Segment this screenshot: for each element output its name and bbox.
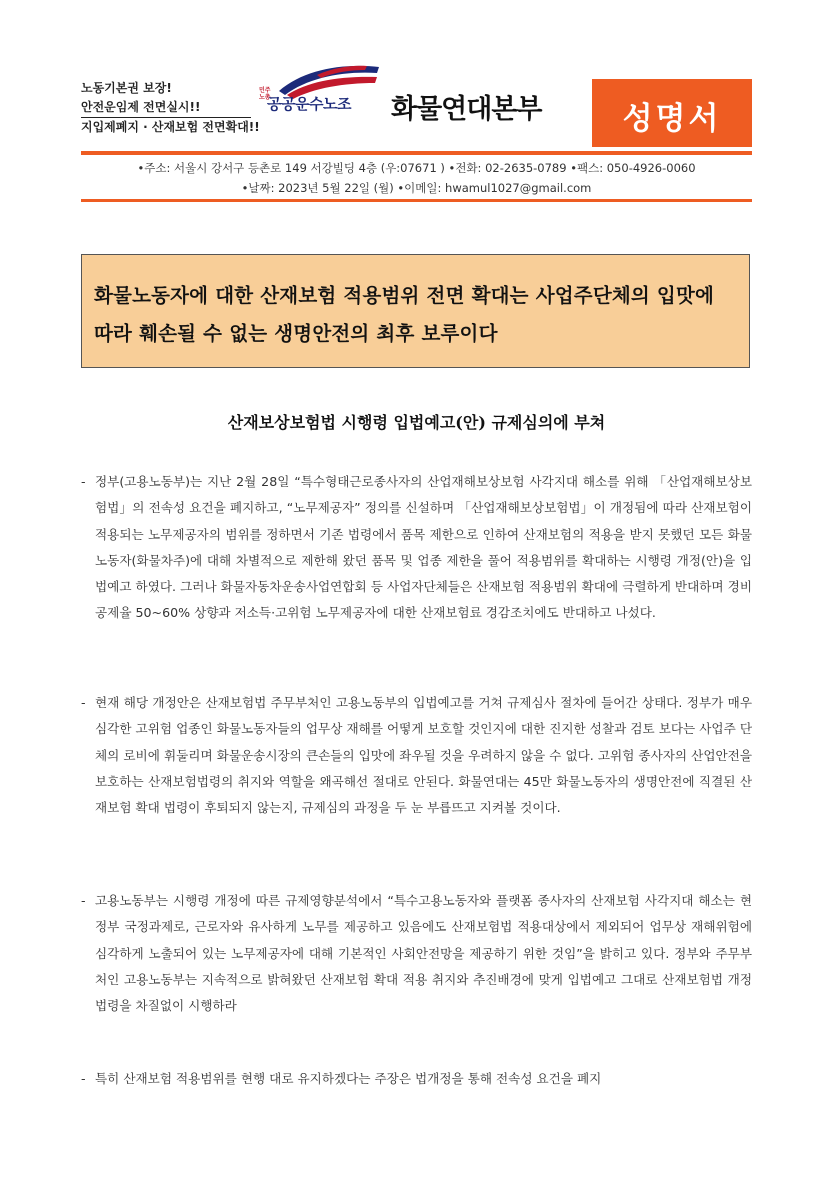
slogan-line: 안전운임제 전면실시!! [81, 100, 201, 114]
union-name: 공공운수노조 [267, 95, 351, 113]
top-divider [81, 151, 752, 155]
paragraph-text: 정부(고용노동부)는 지난 2월 28일 “특수형태근로종사자의 산업재해보상보험 사각지대 해소를 위해 「산업재해보상보험법」의 전속성 요건을 폐지하고, “노무제공자” 정의를 신설하며 「산업재해보상보험법」이 개정됨에 따라 산재보험이 적용되는 노무제공자의 범위를 정하면서 기존 법령에서 품목 제한으로 인하여 산재보험의 적용을 받지 못했던 모든 화물노동자(화물차주)에 대해 차별적으로 제한해 왔던 품목 및 업종 제한을 풀어 적용범위를 확대하는 시행령 개정(안)을 입법예고 하였다. 그러나 화물자동차운송사업연합회 등 사업자단체들은 산재보험 적용범위 확대에 극렬하게 반대하며 경비공제율 50~60% 상향과 저소득·고위험 노무제공자에 대한 산재보험료 경감조치에도 반대하고 나섰다. [95, 474, 752, 621]
slogan-block [81, 79, 260, 147]
headline: 화물노동자에 대한 산재보험 적용범위 전면 확대는 사업주단체의 입맛에 따라 훼손될 수 없는 생명안전의 최후 보루이다 [94, 284, 715, 345]
bullet-dash: - [81, 695, 86, 710]
paragraph [81, 469, 752, 627]
date-email-line: •날짜: 2023년 5월 22일 (월) •이메일: hwamul1027@gmail.com [241, 181, 592, 195]
statement-badge-label: 성명서 [622, 101, 722, 137]
address-line: •주소: 서울시 강서구 등촌로 149 서강빌딩 4층 (우:07671 ) •전화: 02-2635-0789 •팩스: 050-4926-0060 [137, 161, 696, 175]
bullet-dash: - [81, 1071, 86, 1086]
paragraph [81, 1066, 752, 1092]
contact-info [81, 158, 752, 198]
letterhead [81, 79, 752, 149]
union-logo [259, 61, 384, 127]
paragraph [81, 690, 752, 821]
paragraph-text: 고용노동부는 시행령 개정에 따른 규제영향분석에서 “특수고용노동자와 플랫폼 종사자의 산재보험 사각지대 해소는 현 정부 국정과제로, 근로자와 유사하게 노무를 제공하고 있음에도 산재보험법 적용대상에서 제외되어 업무상 재해위험에 심각하게 노출되어 있는 노무제공자에 대해 기본적인 사회안전망을 제공하기 위한 것임”을 밝히고 있다. 정부와 주무부처인 고용노동부는 지속적으로 밝혀왔던 산재보험 확대 적용 취지와 추진배경에 맞게 입법예고 그대로 산재보험법 개정법령을 차질없이 시행하라 [95, 893, 752, 1014]
slogan-line: 지입제폐지 · 산재보험 전면확대!! [81, 117, 251, 137]
union-small-label: 민주노총 [259, 87, 271, 101]
organization-name: 화물연대본부 [391, 94, 542, 125]
bullet-dash: - [81, 893, 86, 908]
slogan-line: 노동기본권 보장! [81, 81, 172, 95]
bullet-dash: - [81, 474, 86, 489]
paragraph-text: 특히 산재보험 적용범위를 현행 대로 유지하겠다는 주장은 법개정을 통해 전속성 요건을 폐지 [95, 1071, 602, 1086]
statement-badge [592, 79, 752, 147]
subtitle: 산재보상보험법 시행령 입법예고(안) 규제심의에 부쳐 [227, 413, 606, 432]
headline-box [81, 254, 750, 368]
paragraph-text: 현재 해당 개정안은 산재보험법 주무부처인 고용노동부의 입법예고를 거쳐 규제심사 절차에 들어간 상태다. 정부가 매우 심각한 고위험 업종인 화물노동자들의 업무상 재해를 어떻게 보호할 것인지에 대한 진지한 성찰과 검토 보다는 사업주 단체의 로비에 휘둘리며 화물운송시장의 큰손들의 입맛에 좌우될 것을 우려하지 않을 수 없다. 고위험 종사자의 산업안전을 보호하는 산재보험법령의 취지와 역할을 왜곡해선 절대로 안된다. 화물연대는 45만 화물노동자의 생명안전에 직결된 산재보험 확대 법령이 후퇴되지 않는지, 규제심의 과정을 두 눈 부릅뜨고 지켜볼 것이다. [95, 695, 752, 816]
bottom-divider [81, 199, 752, 202]
paragraph [81, 888, 752, 1019]
